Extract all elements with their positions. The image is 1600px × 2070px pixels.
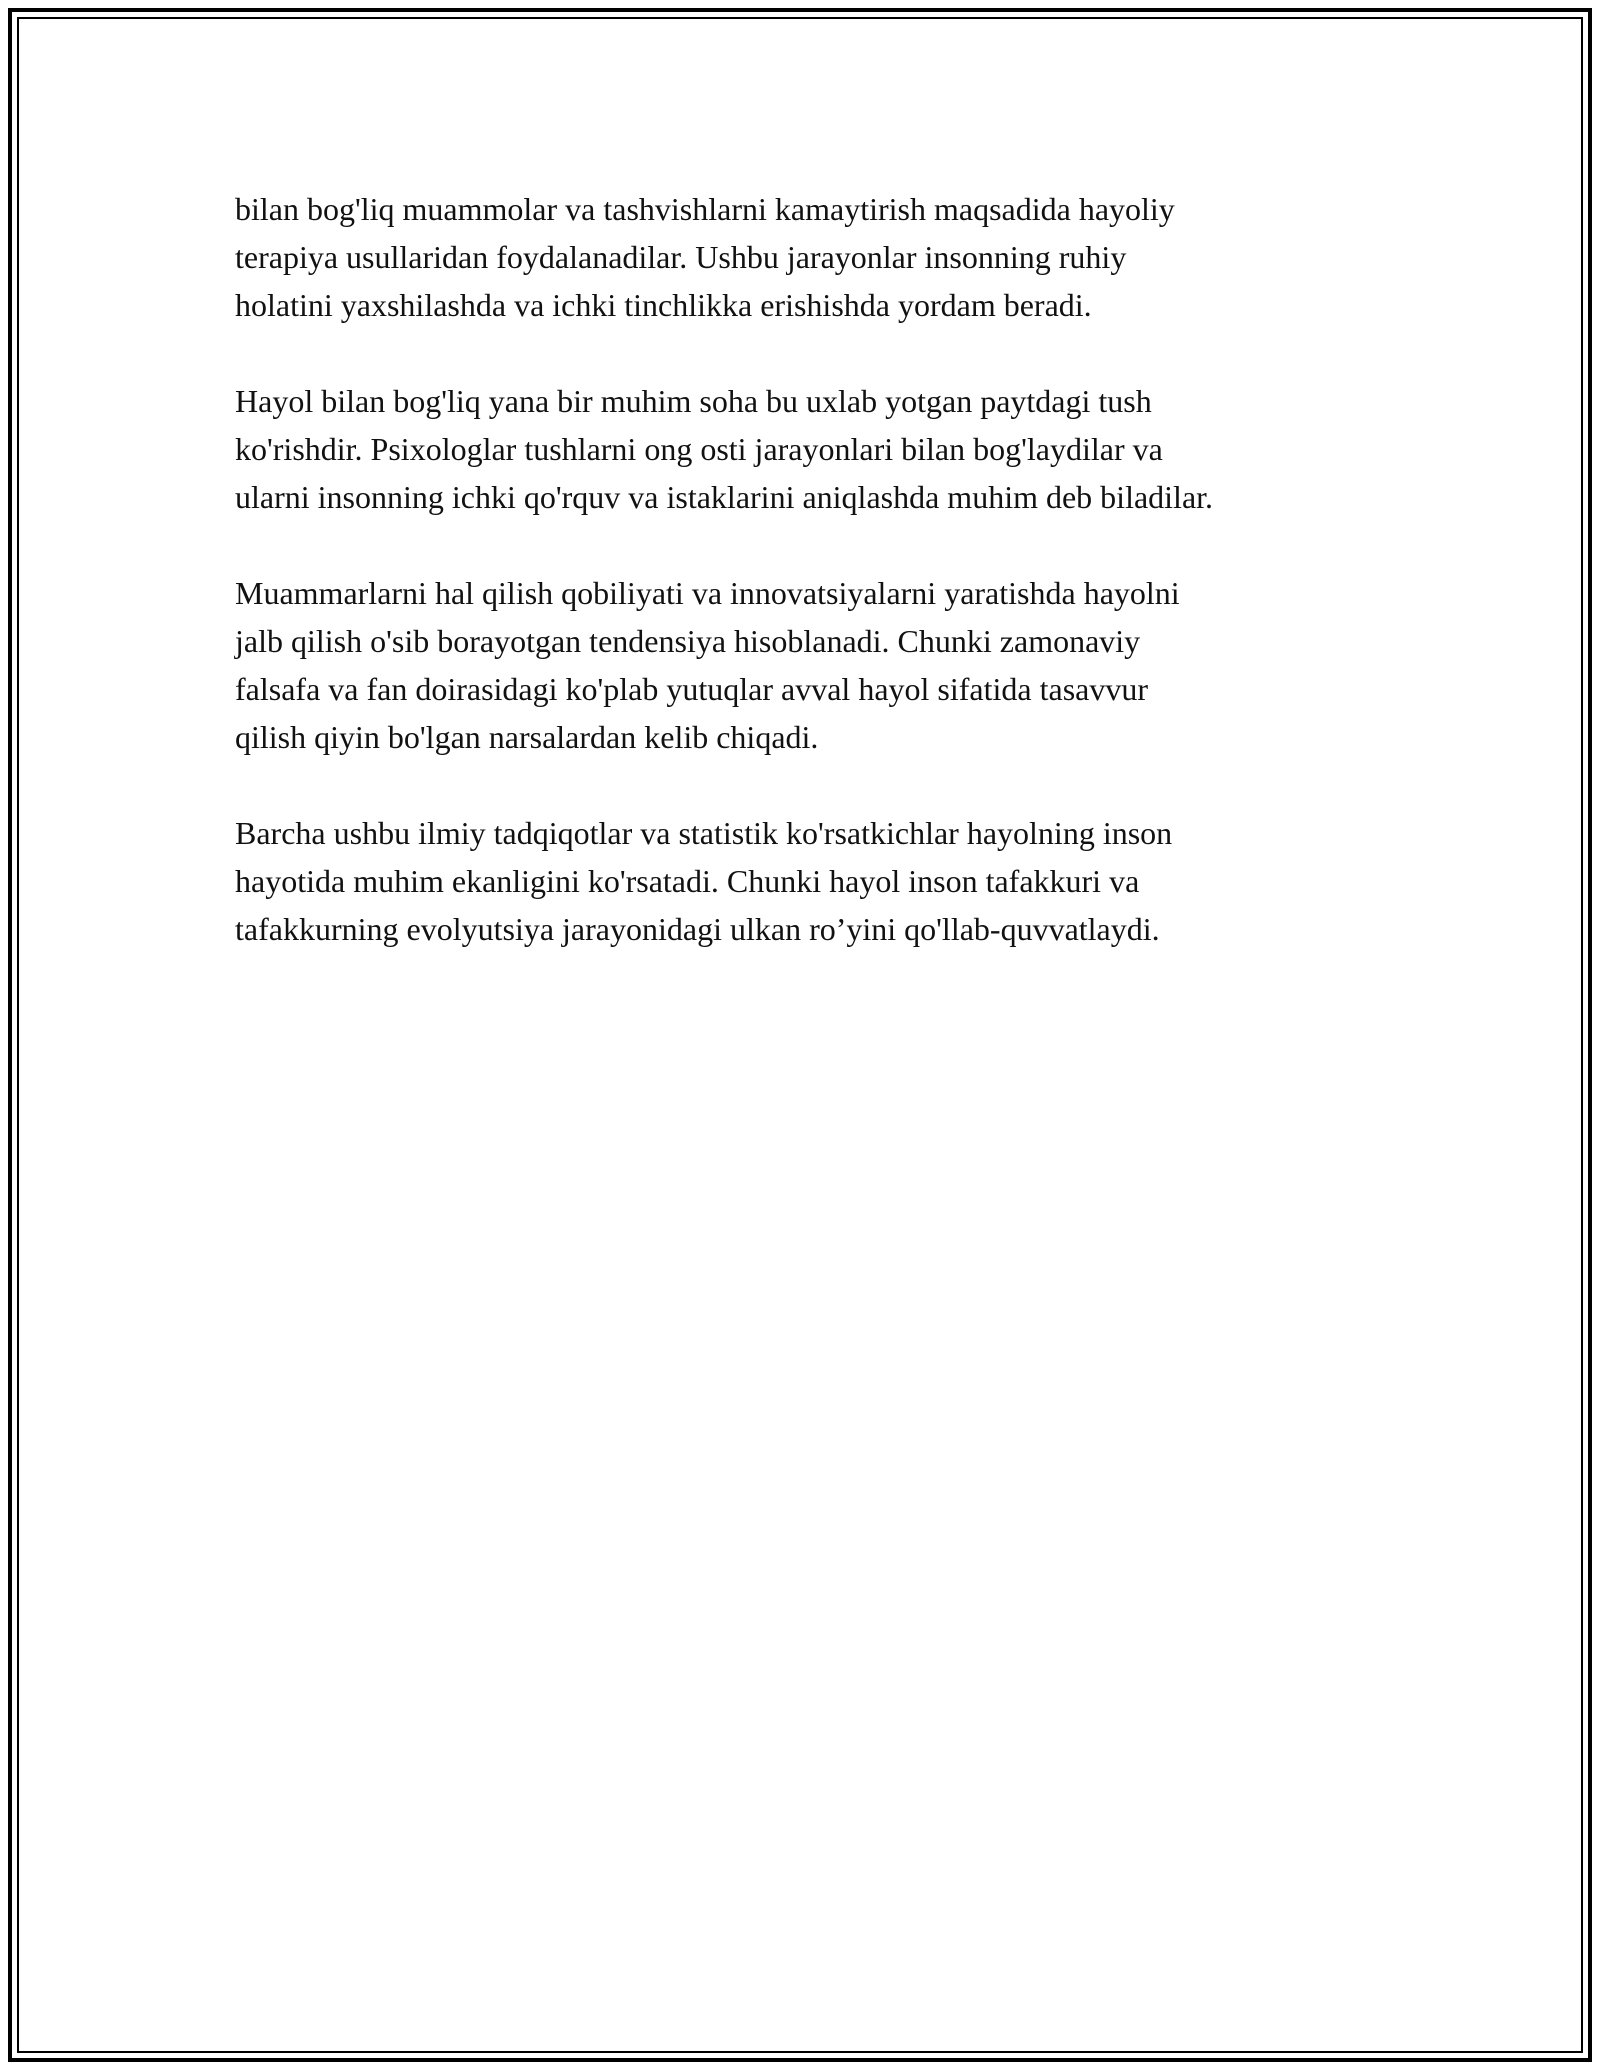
paragraph-2: Hayol bilan bog'liq yana bir muhim soha bu uxlab yotgan paytdagi tush ko'rishdir. Psixologlar tushlarni ong osti jarayonlari bilan bog'laydilar va ularni insonning ichki qo'rquv va istaklarini aniqlashda muhim deb biladilar. (235, 383, 1214, 515)
paragraph-4: Barcha ushbu ilmiy tadqiqotlar va statistik ko'rsatkichlar hayolning inson hayotida muhim ekanligini ko'rsatadi. Chunki hayol inson tafakkuri va tafakkurning evolyutsiya jarayonidagi ulkan ro’yini qo'llab-quvvatlaydi. (235, 815, 1173, 947)
document-body (235, 185, 1365, 1001)
paragraph-3: Muammarlarni hal qilish qobiliyati va innovatsiyalarni yaratishda hayolni jalb qilish o'sib borayotgan tendensiya hisoblanadi. Chunki zamonaviy falsafa va fan doirasidagi ko'plab yutuqlar avval hayol sifatida tasavvur qilish qiyin bo'lgan narsalardan kelib chiqadi. (235, 575, 1180, 755)
paragraph-1: bilan bog'liq muammolar va tashvishlarni kamaytirish maqsadida hayoliy terapiya usullaridan foydalanadilar. Ushbu jarayonlar insonning ruhiy holatini yaxshilashda va ichki tinchlikka erishishda yordam beradi. (235, 191, 1175, 323)
